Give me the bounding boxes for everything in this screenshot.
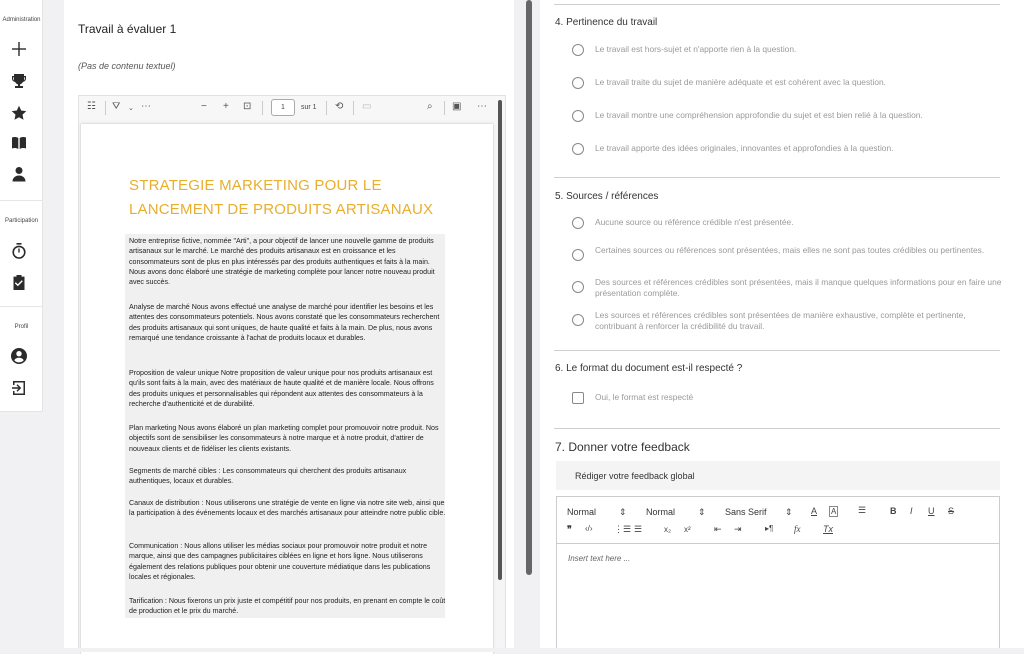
pdf-viewer xyxy=(78,95,506,652)
two-page-view-icon[interactable]: ▭ xyxy=(362,101,372,112)
book-icon[interactable] xyxy=(10,134,28,152)
stopwatch-icon[interactable] xyxy=(10,242,28,260)
background-color-icon[interactable]: A xyxy=(831,507,837,516)
plus-icon[interactable] xyxy=(10,40,28,58)
toolbar-divider xyxy=(326,101,327,115)
criterion-title: 4. Pertinence du travail xyxy=(555,17,658,28)
criterion-option[interactable] xyxy=(572,143,1002,155)
criterion-option[interactable] xyxy=(572,310,1002,332)
criterion-option[interactable] xyxy=(572,245,1002,261)
document-paragraph: Notre entreprise fictive, nommée "Arti", a pour objectif de lancer une nouvelle gamme de produits artisanaux sur le marché. Le marché des produits artisanaux est en croissance et les consommateurs sont de plus en plus intéressés par des produits authentiques et faits à la main. Nous avons donc élaboré une stratégie de marketing complète pour lancer notre nouveau produit avec succès. xyxy=(129,237,435,287)
no-text-content-note: (Pas de contenu textuel) xyxy=(78,61,176,71)
radio-button[interactable] xyxy=(572,314,584,326)
zoom-out-icon[interactable]: − xyxy=(201,101,207,112)
italic-icon[interactable]: I xyxy=(910,506,913,516)
side-nav xyxy=(0,0,43,412)
page-number-input[interactable]: 1 xyxy=(271,99,295,116)
toolbar-divider xyxy=(105,101,106,115)
subscript-icon[interactable]: x₂ xyxy=(664,525,672,534)
superscript-icon[interactable]: x² xyxy=(684,525,691,534)
criterion-option[interactable] xyxy=(572,44,1002,56)
document-title xyxy=(129,174,459,222)
option-label: Certaines sources ou références sont présentées, mais elles ne sont pas toutes crédibles ou pertinentes. xyxy=(595,245,985,255)
search-icon[interactable]: ⌕ xyxy=(427,101,433,112)
login-icon[interactable] xyxy=(10,379,28,397)
indent-icon[interactable]: ⇥ xyxy=(734,524,742,534)
section-divider xyxy=(554,177,1000,178)
editor-toolbar xyxy=(557,497,999,544)
header-select[interactable]: Normal xyxy=(567,507,597,517)
highlight-icon[interactable]: ⛛ xyxy=(112,101,121,112)
criterion-option[interactable] xyxy=(572,217,1002,229)
rotate-icon[interactable]: ⟲ xyxy=(335,101,344,112)
criterion-option[interactable] xyxy=(572,392,1002,404)
pdf-scrollbar[interactable] xyxy=(498,100,502,580)
radio-button[interactable] xyxy=(572,110,584,122)
document-paragraph: Segments de marché cibles : Les consommateurs qui cherchent des produits artisanaux authentiques, locaux et durables. xyxy=(129,467,407,486)
feedback-editor xyxy=(556,496,1000,652)
text-direction-icon[interactable]: ▸¶ xyxy=(765,524,774,533)
nav-divider xyxy=(0,306,43,307)
nav-section-administration: Administration xyxy=(2,17,41,23)
toolbar-divider xyxy=(444,101,445,115)
size-select[interactable]: Normal xyxy=(646,507,676,517)
page-count: sur 1 xyxy=(301,104,317,111)
criterion-title: 5. Sources / références xyxy=(555,191,659,202)
option-label: Aucune source ou référence crédible n'est présentée. xyxy=(595,217,794,227)
evaluation-form xyxy=(540,0,1024,652)
section-divider xyxy=(554,350,1000,351)
option-label: Le travail traite du sujet de manière adéquate et est cohérent avec la question. xyxy=(595,77,886,87)
pdf-toolbar xyxy=(79,96,505,120)
formula-icon[interactable]: fx xyxy=(794,524,801,534)
option-label: Oui, le format est respecté xyxy=(595,392,694,402)
criterion-option[interactable] xyxy=(572,277,1002,299)
section-divider xyxy=(554,428,1000,429)
document-title-line: LANCEMENT DE PRODUITS ARTISANAUX xyxy=(129,201,434,218)
option-label: Des sources et références crédibles sont présentées, mais il manque quelques informations pour en faire une présentation complète. xyxy=(595,277,1002,298)
feedback-bar-label: Rédiger votre feedback global xyxy=(575,471,695,481)
chevron-down-icon[interactable]: ⌄ xyxy=(128,105,134,112)
submission-scrollbar[interactable] xyxy=(526,0,532,575)
submission-panel xyxy=(64,0,514,652)
radio-button[interactable] xyxy=(572,44,584,56)
more-options-icon[interactable]: ⋯ xyxy=(141,101,151,112)
ordered-list-icon[interactable]: ⋮☰ xyxy=(614,524,632,534)
blockquote-icon[interactable]: ❞ xyxy=(567,524,572,534)
clear-format-icon[interactable]: Tx xyxy=(823,524,833,534)
document-paragraph: Proposition de valeur unique Notre proposition de valeur unique pour nos produits artisanaux est qu'ils sont faits à la main, avec des matériaux de haute qualité et de manière locale. Nous offrons des produits uniques et personnalisables qui répondent aux attentes des consommateurs à la recherche d'authenticité et de durabilité. xyxy=(129,369,434,408)
submission-title: Travail à évaluer 1 xyxy=(78,22,177,36)
radio-button[interactable] xyxy=(572,281,584,293)
nav-section-profil: Profil xyxy=(14,324,29,330)
trophy-icon[interactable] xyxy=(10,72,28,90)
page-bottom-edge xyxy=(0,648,1024,652)
fit-page-icon[interactable]: ⊡ xyxy=(243,101,252,112)
strike-icon[interactable]: S xyxy=(948,506,955,516)
pdf-page xyxy=(81,124,493,654)
zoom-in-icon[interactable]: + xyxy=(223,101,229,112)
criterion-option[interactable] xyxy=(572,110,1002,122)
underline-icon[interactable]: U xyxy=(928,506,935,516)
sidebar-toggle-icon[interactable]: ☷ xyxy=(87,101,96,112)
bold-icon[interactable]: B xyxy=(890,506,897,516)
select-arrows-icon[interactable]: ⇕ xyxy=(785,507,793,517)
font-select[interactable]: Sans Serif xyxy=(725,507,767,517)
feedback-header-bar xyxy=(556,461,1000,490)
feedback-input[interactable]: Insert text here ... xyxy=(568,554,631,563)
toolbar-divider xyxy=(262,101,263,115)
code-block-icon[interactable]: ‹/› xyxy=(585,524,593,533)
outdent-icon[interactable]: ⇤ xyxy=(714,524,722,534)
format-checkbox[interactable] xyxy=(572,392,584,404)
criterion-title: 6. Le format du document est-il respecté ? xyxy=(555,363,743,374)
document-paragraph: Communication : Nous allons utiliser les médias sociaux pour promouvoir notre produit et notre marque, ainsi que des campagnes publicitaires ciblées en ligne et hors ligne. Nous utiliserons également des relations publiques pour obtenir une couverture médiatique dans les publications locales et régionales. xyxy=(129,542,431,581)
toolbar-divider xyxy=(353,101,354,115)
document-paragraph: Plan marketing Nous avons élaboré un plan marketing complet pour promouvoir notre produit. Nos objectifs sont de sensibiliser les consommateurs à notre marque et à notre produit, d'attirer de nouveaux clients et de fidéliser les clients existants. xyxy=(129,424,439,453)
section-divider xyxy=(554,4,1000,5)
star-icon[interactable] xyxy=(10,104,28,122)
radio-button[interactable] xyxy=(572,249,584,261)
radio-button[interactable] xyxy=(572,77,584,89)
document-body xyxy=(125,234,445,618)
nav-divider xyxy=(0,200,43,201)
radio-button[interactable] xyxy=(572,217,584,229)
radio-button[interactable] xyxy=(572,143,584,155)
user-icon[interactable] xyxy=(10,165,28,183)
nav-section-participation: Participation xyxy=(4,218,39,224)
option-label: Le travail apporte des idées originales, innovantes et approfondies à la question. xyxy=(595,143,894,153)
document-title-line: STRATEGIE MARKETING POUR LE xyxy=(129,177,382,194)
clipboard-check-icon[interactable] xyxy=(10,273,28,291)
save-icon[interactable]: ▣ xyxy=(452,101,462,112)
select-arrows-icon[interactable]: ⇕ xyxy=(619,507,627,517)
document-paragraph: Analyse de marché Nous avons effectué une analyse de marché pour identifier les besoins et les attentes des consommateurs potentiels. Nous avons constaté que les consommateurs recherchent des produits artisanaux qui sont uniques, de haute qualité et faits à la main. De plus, nous avons remarqué une tendance croissante à l'achat de produits locaux et durables. xyxy=(129,303,440,342)
document-paragraph: Tarification : Nous fixerons un prix juste et compétitif pour nos produits, en prenant en compte le coût de production et le prix du marché. xyxy=(129,597,446,616)
option-label: Le travail montre une compréhension approfondie du sujet et est bien relié à la question. xyxy=(595,110,923,120)
option-label: Les sources et références crédibles sont présentées de manière exhaustive, complète et pertinente, contribuant à renforcer la crédibilité du travail. xyxy=(595,310,966,331)
criterion-option[interactable] xyxy=(572,77,1002,89)
align-icon[interactable]: ☰ xyxy=(858,505,867,515)
option-label: Le travail est hors-sujet et n'apporte rien à la question. xyxy=(595,44,797,54)
document-paragraph: Canaux de distribution : Nous utiliserons une stratégie de vente en ligne via notre site web, ainsi que la participation à des événements locaux et des marchés artisanaux pour atteindre notre public cible. xyxy=(129,499,446,518)
text-color-icon[interactable]: A xyxy=(811,506,818,516)
more-options-icon[interactable]: ⋯ xyxy=(477,101,487,112)
account-circle-icon[interactable] xyxy=(10,347,28,365)
bullet-list-icon[interactable]: ☰ xyxy=(634,524,643,534)
select-arrows-icon[interactable]: ⇕ xyxy=(698,507,706,517)
feedback-title: 7. Donner votre feedback xyxy=(555,440,690,454)
